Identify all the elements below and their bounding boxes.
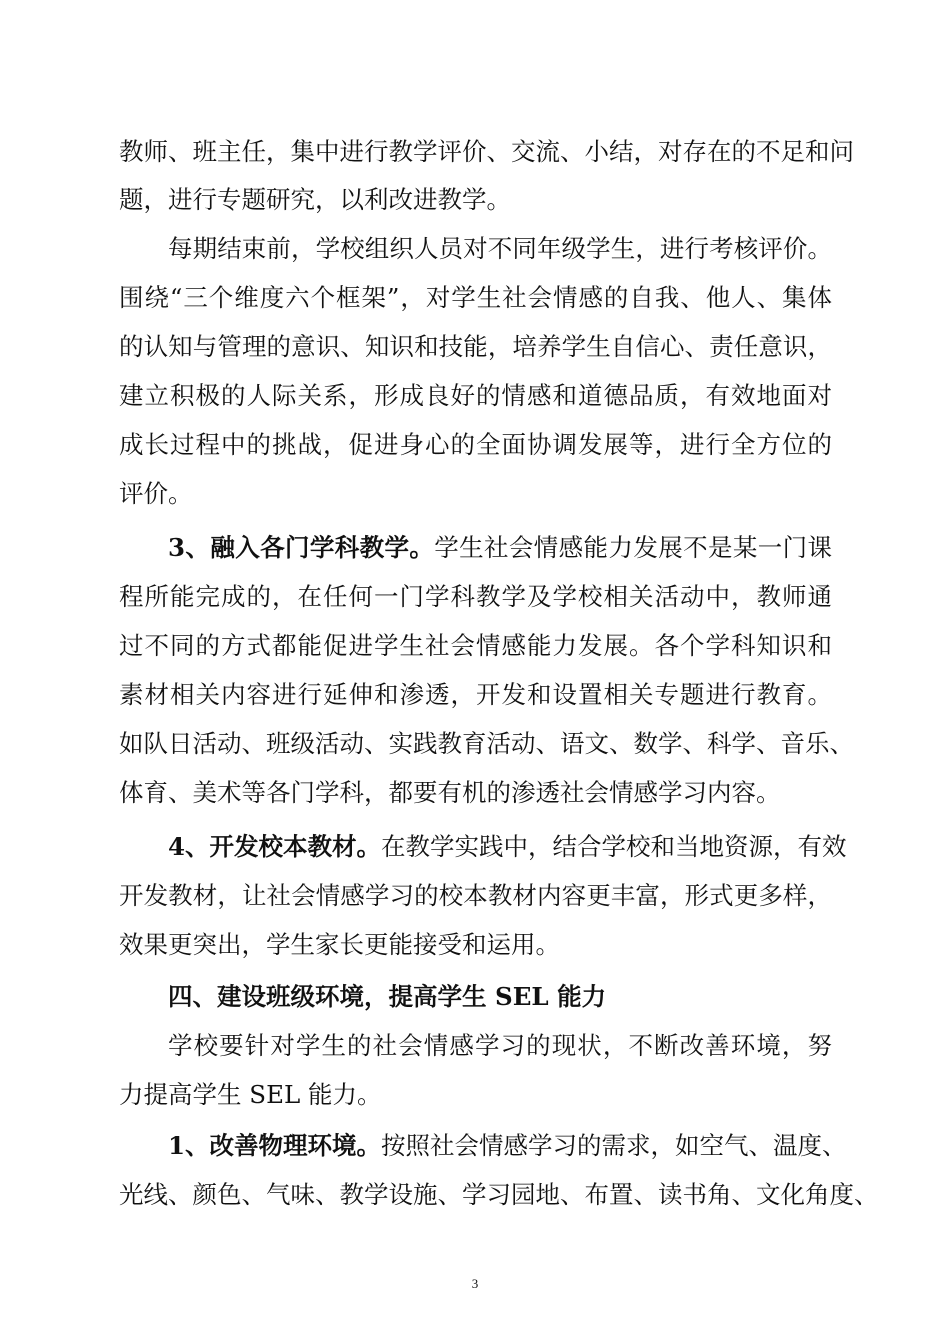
line-text: 如队日活动、班级活动、实践教育活动、语文、数学、科学、音乐、 [119, 729, 854, 758]
line-text: 过不同的方式都能促进学生社会情感能力发展。各个学科知识和 [119, 631, 832, 660]
text-line [119, 930, 832, 960]
line-text: 评价。 [119, 479, 193, 508]
text-line [168, 533, 832, 563]
line-text: 体育、美术等各门学科，都要有机的渗透社会情感学习内容。 [119, 778, 781, 807]
text-line [119, 185, 832, 215]
line-text: 在教学实践中，结合学校和当地资源，有效 [381, 832, 847, 861]
text-line [119, 430, 832, 460]
section-heading: 4、开发校本教材。 [168, 832, 382, 861]
line-text: 开发教材，让社会情感学习的校本教材内容更丰富，形式更多样， [119, 881, 832, 910]
line-text: 建立积极的人际关系，形成良好的情感和道德品质，有效地面对 [119, 381, 832, 410]
text-line [119, 881, 832, 911]
line-text: 光线、颜色、气味、教学设施、学习园地、布置、读书角、文化角度、 [119, 1180, 879, 1209]
page-number: 3 [471, 1276, 479, 1291]
text-line [119, 1080, 832, 1110]
line-text: 成长过程中的挑战，促进身心的全面协调发展等，进行全方位的 [119, 430, 832, 459]
text-line [119, 381, 832, 411]
line-text: 力提高学生 SEL 能力。 [119, 1080, 382, 1109]
line-text: 每期结束前，学校组织人员对不同年级学生，进行考核评价。 [168, 234, 832, 263]
line-text: 教师、班主任，集中进行教学评价、交流、小结，对存在的不足和问 [119, 137, 854, 166]
text-line [119, 137, 854, 167]
text-line [119, 582, 832, 612]
line-text: 素材相关内容进行延伸和渗透，开发和设置相关专题进行教育。 [119, 680, 832, 709]
line-text: 程所能完成的，在任何一门学科教学及学校相关活动中，教师通 [119, 582, 832, 611]
text-line [168, 234, 832, 264]
text-line [119, 778, 832, 808]
section-heading: 1、改善物理环境。 [168, 1131, 382, 1160]
line-text: 按照社会情感学习的需求，如空气、温度、 [381, 1131, 847, 1160]
line-text: 效果更突出，学生家长更能接受和运用。 [119, 930, 560, 959]
text-line [168, 1031, 832, 1061]
text-line [119, 729, 854, 759]
text-line [119, 1180, 879, 1210]
line-text: 围绕“三个维度六个框架”，对学生社会情感的自我、他人、集体 [119, 283, 832, 312]
section-heading: 3、融入各门学科教学。 [168, 533, 435, 562]
text-line [168, 1131, 847, 1161]
text-line [119, 283, 832, 313]
line-text: 的认知与管理的意识、知识和技能，培养学生自信心、责任意识， [119, 332, 832, 361]
line-text: 学生社会情感能力发展不是某一门课 [434, 533, 833, 562]
text-line [119, 332, 832, 362]
text-line [119, 479, 832, 509]
line-text: 学校要针对学生的社会情感学习的现状，不断改善环境，努 [168, 1031, 832, 1060]
chapter-heading: 四、建设班级环境，提高学生 SEL 能力 [168, 982, 607, 1011]
text-line [168, 832, 847, 862]
text-line [168, 982, 832, 1012]
text-line [119, 631, 832, 661]
text-line [119, 680, 832, 710]
line-text: 题，进行专题研究，以利改进教学。 [119, 185, 511, 214]
